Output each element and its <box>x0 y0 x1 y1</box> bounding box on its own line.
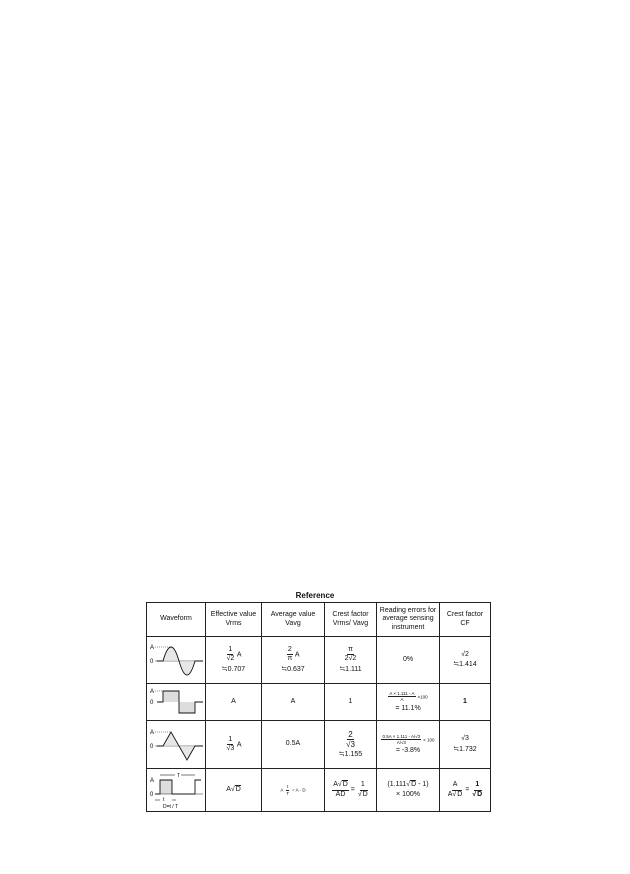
crest-approx: ≒1.155 <box>338 751 363 759</box>
wave-label-zero: 0 <box>150 659 154 665</box>
err-line1-rad: D <box>411 780 417 788</box>
err-den: A <box>400 697 404 703</box>
wave-label-a: A <box>150 689 155 695</box>
eff-unit: A <box>236 651 242 659</box>
cf-r-num: 1 <box>474 781 480 790</box>
cf-den-pre: A <box>447 790 453 798</box>
cf-main: √2 <box>461 650 469 658</box>
err-tail: ×100 <box>417 694 428 700</box>
crest-factor-cell <box>440 637 491 684</box>
err-den: A/√3 <box>396 739 406 745</box>
eff-approx: ≒0.707 <box>221 665 246 673</box>
crest-factor-cell: 1 <box>440 684 491 721</box>
crest-ratio-cell <box>325 721 377 769</box>
header-row <box>147 603 491 637</box>
wave-label-a: A <box>150 778 155 784</box>
table-row <box>147 684 491 721</box>
sine-wave-diagram <box>149 640 205 680</box>
err-line2: × 100% <box>396 791 420 798</box>
cf-den-rad: D <box>457 790 463 798</box>
avg-den: T <box>286 790 290 796</box>
err-line1-pre: (1.111 <box>387 780 407 788</box>
header-average-value: Average value Vavg <box>262 603 325 637</box>
crest-den: AD <box>335 790 346 798</box>
crest-eq: = <box>350 786 355 794</box>
crest-den: 2√2 <box>344 655 357 663</box>
table-row <box>147 769 491 812</box>
avg-den: π <box>287 655 293 663</box>
err-num: A × 1.111 - A <box>389 691 415 697</box>
cf-num: A <box>452 781 459 790</box>
waveform-cell <box>147 637 206 684</box>
reading-error-cell <box>377 721 440 769</box>
crest-ratio-cell <box>325 637 377 684</box>
pulse-wave-diagram <box>149 771 205 809</box>
triangle-wave-diagram <box>149 725 205 765</box>
average-value-cell: A <box>262 684 325 721</box>
err-result: = 11.1% <box>395 704 421 712</box>
eff-den: √3 <box>226 745 235 752</box>
wave-label-zero: 0 <box>150 792 154 798</box>
header-effective-value: Effective value Vrms <box>206 603 262 637</box>
err-result: = -3.8% <box>395 747 421 755</box>
cf-approx: ≒1.414 <box>453 661 477 668</box>
effective-value-cell: A√D <box>206 769 262 812</box>
avg-post: = A · D <box>292 787 306 793</box>
average-value-cell <box>262 637 325 684</box>
wave-label-duty: D=t / T <box>163 804 179 809</box>
crest-r-num: 1 <box>360 781 366 790</box>
cf-approx: ≒1.732 <box>453 745 477 753</box>
avg-num: 2 <box>287 646 293 655</box>
eff-den: √2 <box>226 655 235 663</box>
eff-num: 1 <box>227 736 233 745</box>
avg-unit: A <box>294 651 300 659</box>
crest-approx: ≒1.111 <box>339 665 362 673</box>
cf-r-den: D <box>477 790 483 798</box>
header-waveform: Waveform <box>147 603 206 637</box>
table-row <box>147 637 491 684</box>
wave-label-zero: 0 <box>150 743 154 750</box>
crest-num-rad: D <box>342 781 348 789</box>
err-line1-post: - 1) <box>418 780 429 788</box>
crest-r-den: D <box>362 790 368 798</box>
crest-num: 2 <box>348 729 353 739</box>
reference-table <box>146 602 491 812</box>
average-value-cell: 0.5A <box>262 721 325 769</box>
header-crest-ratio: Crest factor Vrms/ Vavg <box>325 603 377 637</box>
crest-ratio-cell: $\frac{A√D}{AD}$ = $\frac{1}{√D}$ <box>325 769 377 812</box>
header-crest-factor: Crest factor CF <box>440 603 491 637</box>
err-tail: × 100 <box>423 737 435 743</box>
reading-error-cell: (1.111√D - 1) × 100% <box>377 769 440 812</box>
wave-label-a: A <box>150 645 155 651</box>
effective-value-cell: A <box>206 684 262 721</box>
avg-pre: A <box>280 787 284 793</box>
waveform-cell <box>147 721 206 769</box>
waveform-cell <box>147 769 206 812</box>
eff-pre: A <box>226 785 231 793</box>
avg-approx: ≒0.637 <box>281 665 305 673</box>
avg-num: t <box>287 784 289 790</box>
reading-error-cell <box>377 684 440 721</box>
eff-rad: D <box>235 785 241 793</box>
wave-label-t: t <box>163 797 165 803</box>
effective-value-cell <box>206 721 262 769</box>
crest-den: √3 <box>346 739 355 749</box>
reading-error-cell: 0% <box>377 637 440 684</box>
eff-unit: A <box>236 741 242 749</box>
cf-eq: = <box>465 786 470 794</box>
square-wave-diagram <box>149 686 205 718</box>
average-value-cell <box>262 769 325 812</box>
crest-factor-cell <box>440 721 491 769</box>
err-num: 0.5A × 1.111 - A/√3 <box>382 733 421 739</box>
crest-num: π <box>347 646 354 655</box>
eff-num: 1 <box>227 646 233 655</box>
reference-title: Reference <box>295 591 335 600</box>
crest-factor-cell: $\frac{A}{A√D}$ = $\frac{1}{√D}$ <box>440 769 491 812</box>
cf-main: √3 <box>461 735 469 743</box>
wave-label-zero: 0 <box>150 700 154 706</box>
table-row <box>147 721 491 769</box>
wave-label-period: T <box>177 773 181 779</box>
wave-label-a: A <box>150 729 155 736</box>
crest-ratio-cell: 1 <box>325 684 377 721</box>
waveform-cell <box>147 684 206 721</box>
header-reading-errors: Reading errors for average sensing instrument <box>377 603 440 637</box>
effective-value-cell <box>206 637 262 684</box>
crest-num-pre: A <box>333 781 338 789</box>
